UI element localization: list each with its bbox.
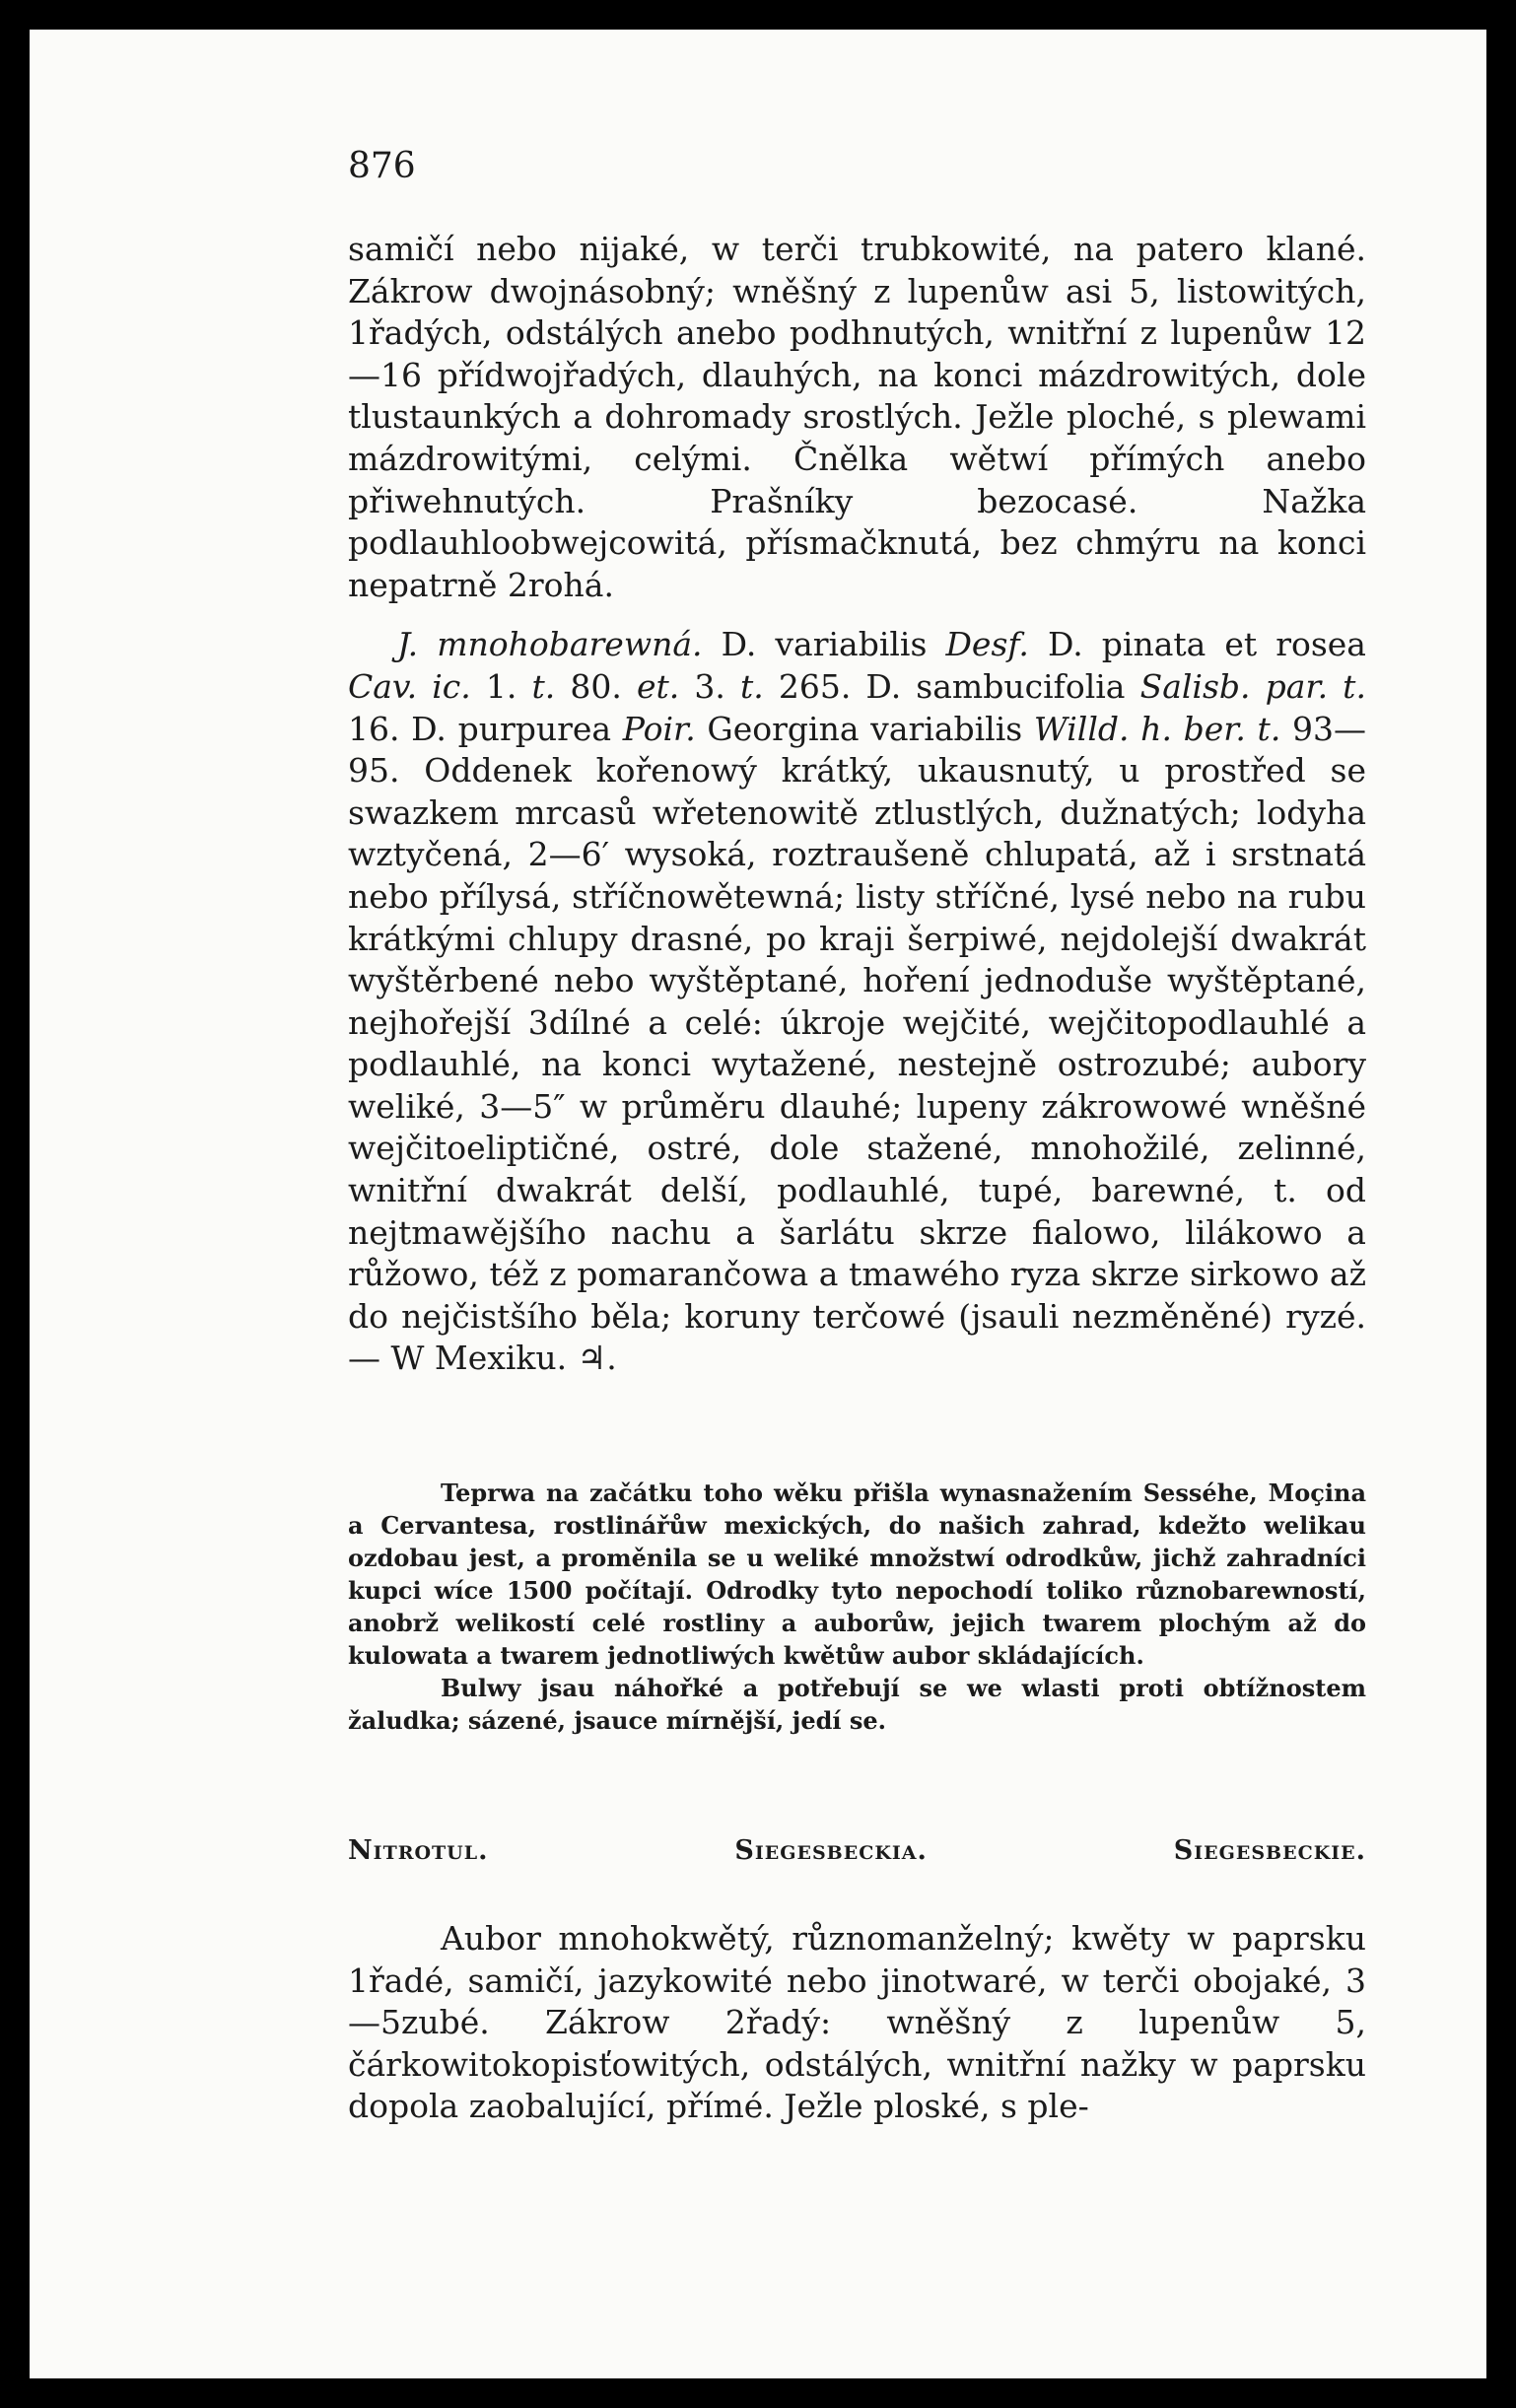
species-name: J. mnohobarewná.	[397, 625, 703, 664]
note-paragraph-history: Teprwa na začátku toho wěku přišla wynasnažením Sesséhe, Moçina a Cervantesa, rostlinářůw mexických, do našich zahrad, kdežto welikau ozdobau jest, a proměnila se u weliké množstwí odrodkůw, jichž zahradníci kupci wíce 1500 počítají. Odrodky tyto nepochodí toliko různobarewností, anobrž welikostí celé rostliny a auborůw, jejich twarem plochým až do kulowata a twarem jednotliwých kwětůw aubor skládajících.	[348, 1479, 1366, 1670]
note-paragraph-tubers: Bulwy jsau náhořké a potřebují se we wlasti proti obtížnostem žaludka; sázené, jsauce mírnější, jedí se.	[348, 1674, 1366, 1735]
genus-heading	[348, 1835, 1366, 1866]
footnotes-block	[348, 1477, 1366, 1737]
species-paragraph: J. mnohobarewná. D. variabilis Desf. D. pinata et rosea Cav. ic. 1. t. 80. et. 3. t. 265. D. sambucifolia Salisb. par. t. 16. D. purpurea Poir. Georgina variabilis Willd. h. ber. t. 93—95. Oddenek kořenowý krátký, ukausnutý, u prostřed se swazkem mrcasů wřetenowitě ztlustlých, dužnatých; lodyha wztyčená, 2—6′ wysoká, roztraušeně chlupatá, až i srstnatá nebo přílysá, stříčnowětewná; listy stříčné, lysé nebo na rubu krátkými chlupy drasné, po kraji šerpiwé, nejdolejší dwakrát wyštěrbené nebo wyštěptané, hoření jednoduše wyštěptané, nejhořejší 3dílné a celé: úkroje wejčité, wejčitopodlauhlé a podlauhlé, na konci wytažené, nestejně ostrozubé; aubory weliké, 3—5″ w průměru dlauhé; lupeny zákrowowé wněšné wejčitoeliptičné, ostré, dole stažené, mnohožilé, zelinné, wnitřní dwakrát delší, podlauhlé, tupé, barewné, t. od nejtmawějšího nachu a šarlátu skrze fialowo, lilákowo a růžowo, též z pomarančowa a tmawého ryza skrze sirkowo až do nejčistšího běla; koruny terčowé (jsauli nezměněné) ryzé. — W Mexiku. ♃.	[348, 625, 1366, 1378]
genus-czech-name: Nitrotul.	[348, 1835, 489, 1866]
genus-czech-alt-name: Siegesbeckie.	[1173, 1835, 1366, 1866]
genus-description-paragraph: samičí nebo nijaké, w terči trubkowité, na patero klané. Zákrow dwojnásobný; wněšný z lupenůw asi 5, listowitých, 1řadých, odstálých anebo podhnutých, wnitřní z lupenůw 12—16 přídwojřadých, dlauhých, na konci mázdrowitých, dole tlustaunkých a dohromady srostlých. Ježle ploché, s plewami mázdrowitými, celými. Čnělka wětwí přímých anebo přiwehnutých. Prašníky bezocasé. Nažka podlauhloobwejcowitá, přísmačknutá, bez chmýru na konci nepatrně 2rohá.	[348, 230, 1366, 604]
genus-latin-name: Siegesbeckia.	[734, 1835, 928, 1866]
page-number: 876	[348, 146, 416, 186]
genus-description: Aubor mnohokwětý, různomanželný; kwěty w paprsku 1řadé, samičí, jazykowité nebo jinotwaré, w terči obojaké, 3—5zubé. Zákrow 2řadý: wněšný z lupenůw 5, čárkowitokopisťowitých, odstálých, wnitřní nažky w paprsku dopola zaobalující, přímé. Ježle ploské, s ple-	[348, 1919, 1366, 2125]
genus-text-block	[348, 1918, 1366, 2128]
main-text-block	[348, 229, 1366, 1380]
